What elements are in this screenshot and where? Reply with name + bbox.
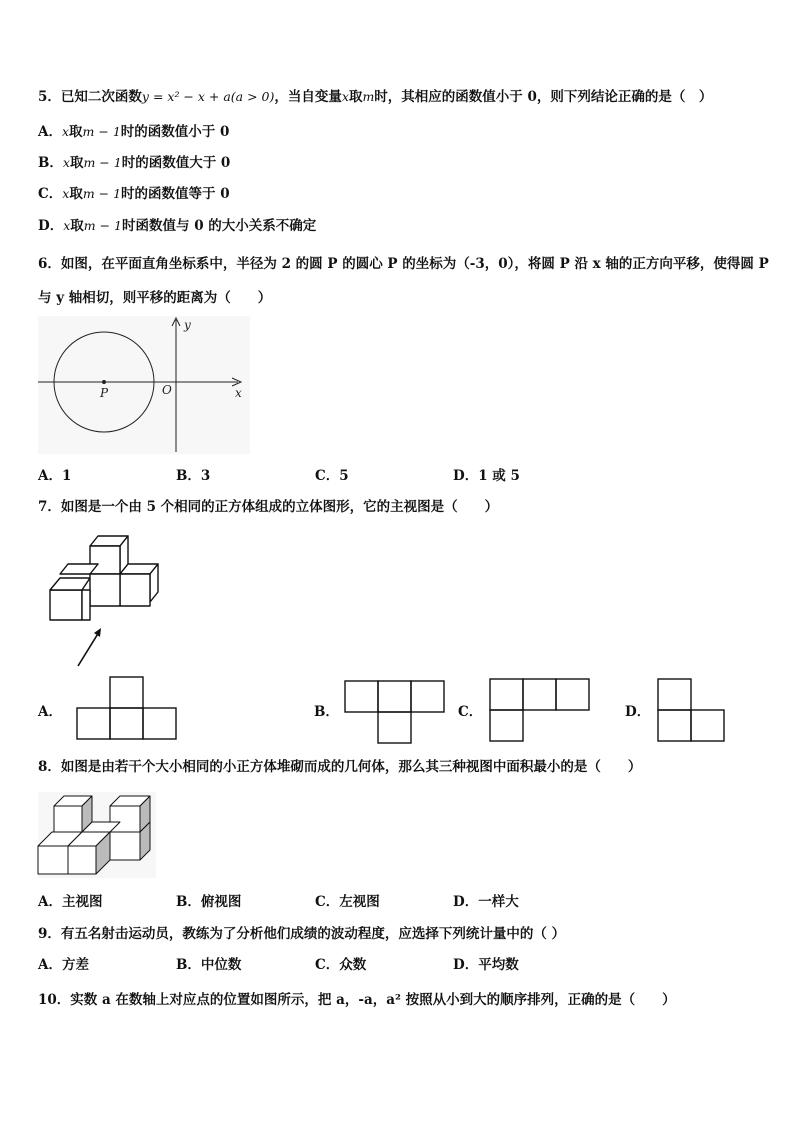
q8-stacked-cubes-figure	[38, 792, 156, 878]
q7-option-b-label: B．	[314, 704, 339, 720]
option-text: 取	[69, 186, 83, 202]
q7-option-c-figure	[490, 678, 592, 742]
q5-stem	[38, 88, 712, 106]
q5-stem-part: ，当自变量	[274, 89, 342, 105]
q9-option-d: D．平均数	[453, 957, 519, 973]
option-text: 时函数值与 0 的大小关系不确定	[122, 218, 317, 234]
option-text: 时的函数值小于 0	[120, 124, 230, 140]
option-text: 取	[69, 155, 84, 171]
q5-stem-part: 5．已知二次函数	[38, 89, 142, 105]
q6-stem-line1: 6．如图，在平面直角坐标系中，半径为 2 的圆 P 的圆心 P 的坐标为（-3，0），将圆 P 沿 x 轴的正方向平移，使得圆 P	[38, 256, 769, 272]
q8-option-d: D．一样大	[453, 894, 519, 910]
option-expr: m − 1	[82, 186, 122, 201]
option-text: 取	[69, 124, 83, 140]
q10-stem: 10．实数 a 在数轴上对应点的位置如图所示，把 a，-a，a² 按照从小到大的顺序排列，正确的是（ ）	[38, 992, 676, 1008]
q5-stem-part: 取	[348, 89, 363, 105]
option-var: x	[61, 124, 70, 139]
option-label: B．	[38, 155, 63, 171]
q7-option-d-label: D．	[625, 704, 651, 720]
q5-var-x: x	[341, 89, 349, 104]
q7-option-c-label: C．	[458, 704, 483, 720]
q9-option-c: C．众数	[315, 957, 367, 973]
label-y: y	[184, 318, 191, 332]
q5-formula: y = x² − x + a(a > 0)	[141, 89, 275, 104]
q8-option-b: B．俯视图	[176, 894, 242, 910]
q8-option-c: C．左视图	[315, 894, 380, 910]
option-var: x	[62, 186, 70, 201]
q5-var-m: m	[362, 89, 375, 104]
q7-option-a-figure	[77, 676, 179, 740]
option-var: x	[63, 218, 71, 233]
option-text: 时的函数值大于 0	[121, 155, 231, 171]
option-var: x	[62, 155, 70, 170]
q7-option-d-figure	[658, 678, 728, 742]
q6-option-b: B．3	[176, 468, 211, 484]
q7-option-b-figure	[345, 680, 447, 744]
q9-option-a: A．方差	[38, 957, 89, 973]
q5-option-c	[38, 185, 230, 203]
q6-coordinate-figure	[38, 316, 250, 454]
q5-option-b	[38, 154, 230, 172]
q6-stem-line2: 与 y 轴相切，则平移的距离为（ ）	[38, 290, 272, 306]
option-text: 时的函数值等于 0	[121, 186, 230, 202]
option-label: A．	[38, 124, 62, 140]
option-label: C．	[38, 186, 63, 202]
option-expr: m − 1	[82, 124, 121, 139]
q9-stem: 9．有五名射击运动员，教练为了分析他们成绩的波动程度，应选择下列统计量中的（ ）	[38, 926, 566, 942]
q5-stem-part: 时，其相应的函数值小于 0，则下列结论正确的是（ ）	[374, 89, 713, 105]
q8-stem: 8．如图是由若干个大小相同的小正方体堆砌而成的几何体，那么其三种视图中面积最小的是（ ）	[38, 759, 642, 775]
label-x: x	[235, 386, 242, 400]
option-label: D．	[38, 218, 64, 234]
q5-option-d	[38, 217, 316, 235]
label-p: P	[100, 386, 109, 400]
q6-option-d: D．1 或 5	[453, 468, 520, 484]
q5-option-a	[38, 123, 229, 141]
view-arrow	[78, 632, 99, 666]
option-expr: m − 1	[83, 218, 123, 233]
center-point-p	[102, 380, 106, 384]
q7-option-a-label: A．	[38, 704, 62, 720]
q6-option-c: C．5	[315, 468, 349, 484]
q7-solid-figure	[44, 532, 164, 672]
q6-option-a: A．1	[38, 468, 72, 484]
option-text: 取	[70, 218, 84, 234]
label-origin: O	[162, 383, 172, 397]
q7-stem: 7．如图是一个由 5 个相同的正方体组成的立体图形，它的主视图是（ ）	[38, 499, 499, 515]
option-expr: m − 1	[83, 155, 122, 170]
q8-option-a: A．主视图	[38, 894, 103, 910]
q9-option-b: B．中位数	[176, 957, 242, 973]
